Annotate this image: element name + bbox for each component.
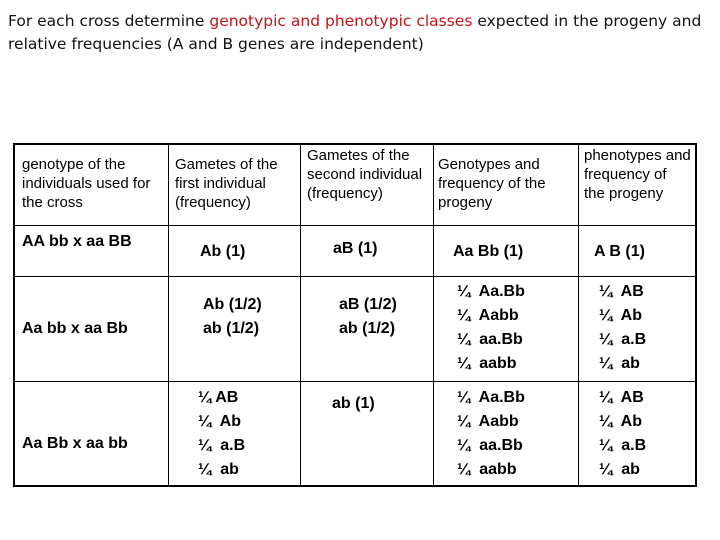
progeny-genotype: ¼ aa.Bb: [457, 331, 523, 348]
progeny-genotype: ¼ Aa.Bb: [457, 389, 525, 406]
gamete: ¼ ab: [198, 461, 239, 478]
gamete: ab (1): [332, 395, 375, 412]
header-genotype: genotype of the individuals used for the cross: [22, 156, 151, 211]
progeny-genotype: ¼ aabb: [457, 355, 517, 372]
table-row: [14, 226, 696, 277]
cross: Aa Bb x aa bb: [22, 435, 128, 452]
gamete: ab (1/2): [339, 320, 396, 337]
gamete: Ab (1/2): [203, 296, 262, 313]
progeny-phenotype: ¼ Ab: [599, 413, 642, 430]
gamete: ab (1/2): [203, 320, 260, 337]
progeny-genotype: ¼ aabb: [457, 461, 517, 478]
progeny-phenotype: ¼ ab: [599, 461, 640, 478]
progeny-genotype: ¼ Aabb: [457, 307, 519, 324]
progeny-genotype: ¼ aa.Bb: [457, 437, 523, 454]
progeny-phenotype: ¼ a.B: [599, 331, 647, 348]
cross: AA bb x aa BB: [22, 233, 132, 250]
progeny-genotype: ¼ Aa.Bb: [457, 283, 525, 300]
cross-table: [13, 143, 697, 487]
progeny-phenotype: ¼ AB: [599, 389, 644, 406]
progeny-phenotype: ¼ AB: [599, 283, 644, 300]
progeny-phenotype: ¼ ab: [599, 355, 640, 372]
gamete: ¼ a.B: [198, 437, 246, 454]
gamete: ¼ AB: [198, 389, 239, 406]
header-row: [14, 144, 696, 226]
progeny-genotype: Aa Bb (1): [453, 243, 524, 260]
header-progeny-genotypes: Genotypes and frequency of the progeny: [438, 156, 546, 211]
gamete: aB (1/2): [339, 296, 397, 313]
highlighted-phrase: genotypic and phenotypic classes: [209, 12, 473, 30]
progeny-phenotype: ¼ Ab: [599, 307, 642, 324]
progeny-genotype: ¼ Aabb: [457, 413, 519, 430]
table-row: [14, 382, 696, 486]
table-row: [14, 277, 696, 382]
progeny-phenotype: ¼ a.B: [599, 437, 647, 454]
header-gametes-first: Gametes of the first individual (frequency): [175, 156, 278, 211]
header-progeny-phenotypes: phenotypes and frequency of the progeny: [584, 147, 691, 202]
header-gametes-second: Gametes of the second individual (frequency): [307, 147, 423, 202]
gamete: ¼ Ab: [198, 413, 241, 430]
progeny-phenotype: A B (1): [594, 243, 645, 260]
gamete: Ab (1): [200, 243, 246, 260]
cross: Aa bb x aa Bb: [22, 320, 128, 337]
gamete: aB (1): [333, 240, 378, 257]
instruction-text: For each cross determine genotypic and phenotypic classes expected in the progeny and relative frequencies (A and B genes are independent): [8, 12, 702, 53]
